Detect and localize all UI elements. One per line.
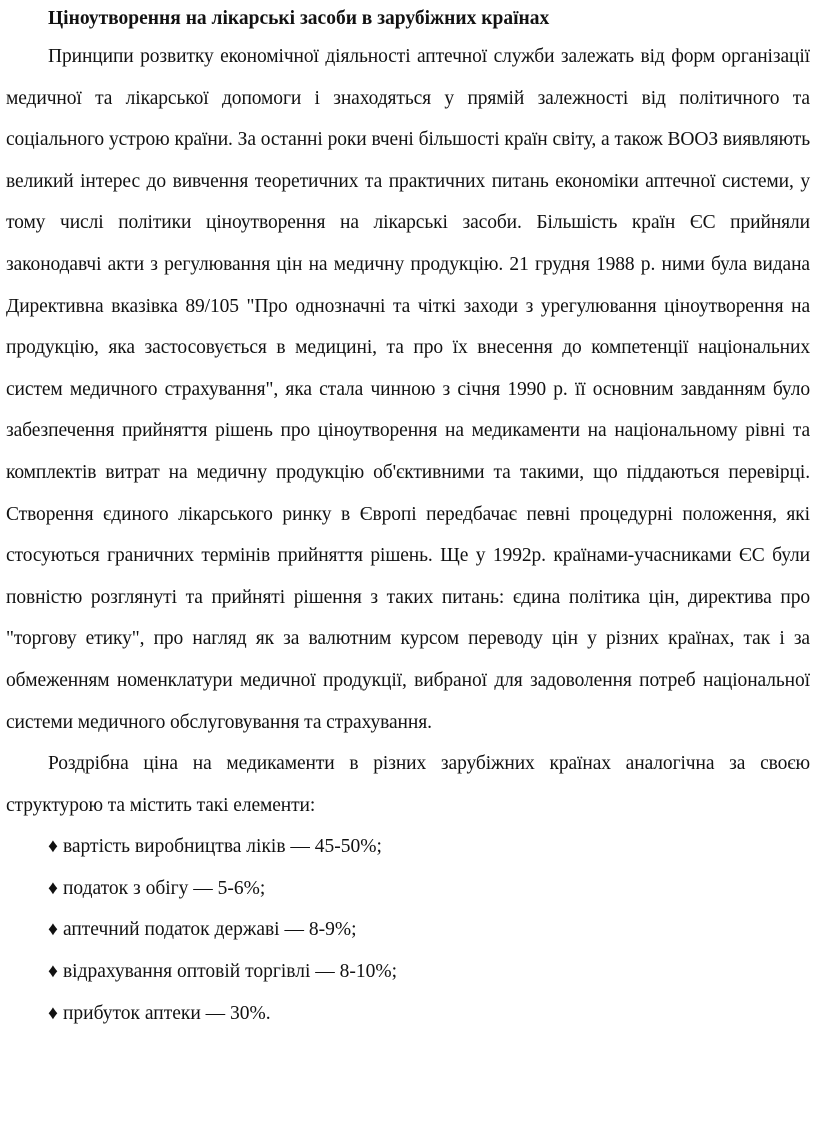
list-item bbox=[6, 868, 810, 910]
list-item-text: вартість виробництва ліків — 45-50%; bbox=[62, 836, 382, 858]
list-item bbox=[6, 909, 810, 951]
diamond-bullet-icon: ♦ bbox=[48, 961, 58, 983]
list-item-text: аптечний податок державі — 8-9%; bbox=[62, 919, 357, 941]
document-title: Ціноутворення на лікарські засоби в зарубіжних країнах bbox=[48, 8, 550, 29]
list-item bbox=[6, 951, 810, 993]
paragraph-pricing-principles: Принципи розвитку економічної діяльності аптечної служби залежать від форм організації медичної та лікарської допомоги і знаходяться у прямій залежності від політичного та соціального устрою країни. За останні роки вчені більшості країн світу, а також ВООЗ виявляють великий інтерес до вивчення теоретичних та практичних питань економіки аптечної системи, у тому числі політики ціноутворення на лікарські засоби. Більшість країн ЄС прийняли законодавчі акти з регулювання цін на медичну продукцію. 21 грудня 1988 р. ними була видана Директивна вказівка 89/105 "Про однозначні та чіткі заходи з урегулювання ціноутворення на продукцію, яка застосовується в медицині, та про їх внесення до компетенції національних систем медичного страхування", яка стала чинною з січня 1990 р. її основним завданням було забезпечення прийняття рішень про ціноутворення на медикаменти на національному рівні та комплектів витрат на медичну продукцію об'єктивними та такими, що піддаються перевірці. Створення єдиного лікарського ринку в Європі передбачає певні процедурні положення, які стосуються граничних термінів прийняття рішень. Ще у 1992р. країнами-учасниками ЄС були повністю розглянуті та прийняті рішення з таких питань: єдина політика цін, директива про "торгову етику", про нагляд як за валютним курсом переводу цін у різних країнах, так і за обмеженням номенклатури медичної продукції, вибраної для задоволення потреб національної системи медичного обслуговування та страхування. bbox=[6, 46, 810, 733]
list-item-text: податок з обігу — 5-6%; bbox=[62, 877, 266, 899]
list-item bbox=[6, 993, 810, 1035]
diamond-bullet-icon: ♦ bbox=[48, 1002, 58, 1024]
price-elements-list bbox=[6, 826, 810, 1034]
diamond-bullet-icon: ♦ bbox=[48, 919, 58, 941]
list-item-text: прибуток аптеки — 30%. bbox=[62, 1002, 271, 1024]
list-item bbox=[6, 826, 810, 868]
list-item-text: відрахування оптовій торгівлі — 8-10%; bbox=[62, 961, 398, 983]
paragraph-retail-price-structure: Роздрібна ціна на медикаменти в різних зарубіжних країнах аналогічна за своєю структурою та містить такі елементи: bbox=[6, 753, 810, 816]
diamond-bullet-icon: ♦ bbox=[48, 836, 58, 858]
diamond-bullet-icon: ♦ bbox=[48, 877, 58, 899]
